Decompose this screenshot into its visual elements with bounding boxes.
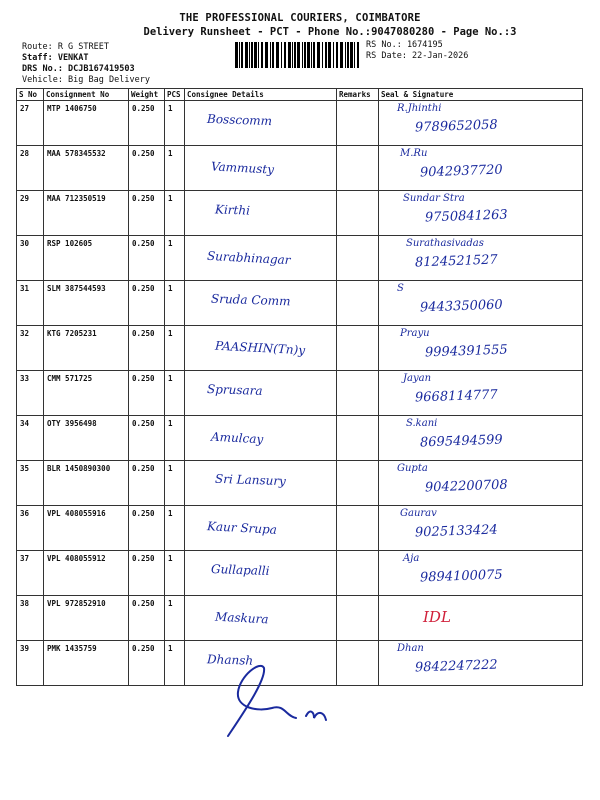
row-sno: 34 (17, 416, 44, 461)
signature-handwriting: Gupta (397, 463, 428, 474)
phone-handwriting: 9668114777 (414, 387, 498, 406)
phone-handwriting: 9894100075 (419, 567, 503, 586)
row-consignment: PMK 1435759 (44, 641, 129, 686)
row-sno: 37 (17, 551, 44, 596)
row-consignment: KTG 7205231 (44, 326, 129, 371)
phone-handwriting: 9443350060 (419, 297, 503, 316)
table-row (17, 101, 583, 146)
phone-handwriting: 9025133424 (414, 522, 498, 541)
consignee-handwriting: Kaur Srupa (206, 519, 278, 537)
row-consignment: VPL 408055916 (44, 506, 129, 551)
row-consignment: SLM 387544593 (44, 281, 129, 326)
signature-mark (214, 662, 354, 742)
row-remarks (337, 191, 379, 236)
row-consignee (185, 506, 337, 551)
route-label: Route: R G STREET (22, 42, 109, 52)
row-sno: 35 (17, 461, 44, 506)
header-right-block (366, 40, 468, 62)
table-row (17, 596, 583, 641)
drs-label: DRS No.: DCJB167419503 (22, 64, 135, 74)
table-row (17, 326, 583, 371)
row-consignment: OTY 3956498 (44, 416, 129, 461)
signature-handwriting: R.Jhinthi (397, 103, 442, 114)
consignee-handwriting: Sri Lansury (214, 471, 287, 489)
row-sno: 38 (17, 596, 44, 641)
row-seal-signature (379, 641, 583, 686)
row-pcs: 1 (165, 551, 185, 596)
phone-handwriting: 9842247222 (414, 657, 498, 676)
company-title: THE PROFESSIONAL COURIERS, COIMBATORE (179, 12, 421, 24)
row-consignee (185, 236, 337, 281)
vehicle-label: Vehicle: Big Bag Delivery (22, 75, 150, 85)
row-seal-signature (379, 506, 583, 551)
row-consignee (185, 191, 337, 236)
row-sno: 32 (17, 326, 44, 371)
runsheet-table (16, 88, 583, 686)
col-weight: Weight (129, 89, 165, 101)
signature-handwriting: S (397, 283, 404, 294)
table-row (17, 146, 583, 191)
phone-handwriting: 9042937720 (419, 162, 503, 181)
consignee-handwriting: Amulcay (210, 429, 264, 447)
col-consignment: Consignment No (44, 89, 129, 101)
row-sno: 28 (17, 146, 44, 191)
rs-date: RS Date: 22-Jan-2026 (366, 51, 469, 61)
phone-handwriting: 9994391555 (424, 342, 508, 361)
signature-handwriting: Surathasivadas (406, 238, 484, 249)
row-seal-signature (379, 101, 583, 146)
signature-handwriting: S.kani (406, 418, 438, 429)
row-consignee (185, 281, 337, 326)
phone-handwriting: 8124521527 (414, 252, 498, 271)
row-consignee (185, 461, 337, 506)
table-row (17, 236, 583, 281)
signature-handwriting: Jayan (403, 373, 432, 384)
row-consignment: CMM 571725 (44, 371, 129, 416)
consignee-handwriting: Vammusty (210, 159, 275, 177)
row-remarks (337, 326, 379, 371)
table-row (17, 371, 583, 416)
row-seal-signature (379, 146, 583, 191)
row-consignee (185, 371, 337, 416)
row-remarks (337, 101, 379, 146)
row-sno: 27 (17, 101, 44, 146)
row-pcs: 1 (165, 596, 185, 641)
phone-handwriting: 9750841263 (424, 207, 508, 226)
row-sno: 39 (17, 641, 44, 686)
row-seal-signature (379, 461, 583, 506)
row-sno: 31 (17, 281, 44, 326)
consignee-handwriting: Dhansh (206, 652, 254, 668)
consignee-handwriting: Sruda Comm (210, 291, 291, 309)
row-weight: 0.250 (129, 641, 165, 686)
signature-handwriting: Aja (403, 553, 420, 564)
row-pcs: 1 (165, 101, 185, 146)
row-consignee (185, 101, 337, 146)
row-pcs: 1 (165, 281, 185, 326)
signature-handwriting: Prayu (400, 328, 430, 339)
table-row (17, 191, 583, 236)
row-remarks (337, 146, 379, 191)
row-sno: 30 (17, 236, 44, 281)
row-consignment: RSP 102605 (44, 236, 129, 281)
row-consignment: BLR 1450890300 (44, 461, 129, 506)
rs-number: RS No.: 1674195 (366, 40, 443, 50)
row-weight: 0.250 (129, 371, 165, 416)
signature-handwriting: M.Ru (400, 148, 428, 159)
row-remarks (337, 236, 379, 281)
row-weight: 0.250 (129, 551, 165, 596)
row-remarks (337, 371, 379, 416)
row-seal-signature (379, 551, 583, 596)
table-row (17, 551, 583, 596)
row-seal-signature (379, 416, 583, 461)
runsheet-title: Delivery Runsheet - PCT - Phone No.:9047080280 - Page No.:3 (143, 26, 517, 38)
table-row (17, 281, 583, 326)
table-row (17, 461, 583, 506)
row-weight: 0.250 (129, 236, 165, 281)
row-remarks (337, 281, 379, 326)
row-seal-signature (379, 326, 583, 371)
row-seal-signature (379, 191, 583, 236)
row-consignee (185, 416, 337, 461)
consignee-handwriting: Kirthi (214, 202, 251, 218)
row-consignment: VPL 972852910 (44, 596, 129, 641)
row-consignee (185, 146, 337, 191)
signature-handwriting: Sundar Stra (403, 193, 465, 204)
staff-label: Staff: VENKAT (22, 53, 89, 63)
row-seal-signature (379, 596, 583, 641)
consignee-handwriting: Sprusara (206, 382, 263, 398)
row-remarks (337, 506, 379, 551)
row-remarks (337, 416, 379, 461)
table-header-row (17, 89, 583, 101)
row-consignment: MAA 712350519 (44, 191, 129, 236)
row-seal-signature (379, 236, 583, 281)
header-left-block (22, 42, 150, 86)
col-sno: S No (17, 89, 44, 101)
consignee-handwriting: Maskura (214, 609, 269, 627)
consignee-handwriting: Surabhinagar (206, 248, 291, 268)
barcode (234, 42, 362, 68)
row-pcs: 1 (165, 191, 185, 236)
signature-handwriting: Dhan (397, 643, 424, 654)
row-weight: 0.250 (129, 281, 165, 326)
col-pcs: PCS (165, 89, 185, 101)
row-consignee (185, 596, 337, 641)
row-pcs: 1 (165, 461, 185, 506)
row-seal-signature (379, 281, 583, 326)
row-sno: 29 (17, 191, 44, 236)
consignee-handwriting: Bosscomm (206, 111, 273, 129)
phone-handwriting: 8695494599 (419, 432, 503, 451)
row-remarks (337, 461, 379, 506)
row-pcs: 1 (165, 371, 185, 416)
signature-handwriting: Gaurav (400, 508, 437, 519)
row-sno: 36 (17, 506, 44, 551)
row-consignment: MTP 1406750 (44, 101, 129, 146)
col-seal-signature: Seal & Signature (379, 89, 583, 101)
col-consignee: Consignee Details (185, 89, 337, 101)
row-remarks (337, 596, 379, 641)
row-pcs: 1 (165, 416, 185, 461)
phone-handwriting: 9789652058 (414, 117, 498, 136)
row-weight: 0.250 (129, 101, 165, 146)
row-weight: 0.250 (129, 506, 165, 551)
row-weight: 0.250 (129, 191, 165, 236)
row-weight: 0.250 (129, 596, 165, 641)
row-weight: 0.250 (129, 416, 165, 461)
phone-handwriting: 9042200708 (424, 477, 508, 496)
row-consignment: VPL 408055912 (44, 551, 129, 596)
row-seal-signature (379, 371, 583, 416)
row-pcs: 1 (165, 326, 185, 371)
row-sno: 33 (17, 371, 44, 416)
row-weight: 0.250 (129, 461, 165, 506)
consignee-handwriting: Gullapalli (210, 561, 270, 579)
table-row (17, 416, 583, 461)
table-row (17, 506, 583, 551)
row-pcs: 1 (165, 236, 185, 281)
signature-handwriting: IDL (423, 608, 451, 626)
col-remarks: Remarks (337, 89, 379, 101)
row-pcs: 1 (165, 146, 185, 191)
row-pcs: 1 (165, 506, 185, 551)
consignee-handwriting: PAASHIN(Tn)y (214, 338, 306, 358)
row-consignment: MAA 578345532 (44, 146, 129, 191)
row-remarks (337, 551, 379, 596)
row-weight: 0.250 (129, 326, 165, 371)
row-weight: 0.250 (129, 146, 165, 191)
row-consignee (185, 551, 337, 596)
row-consignee (185, 326, 337, 371)
row-pcs: 1 (165, 641, 185, 686)
